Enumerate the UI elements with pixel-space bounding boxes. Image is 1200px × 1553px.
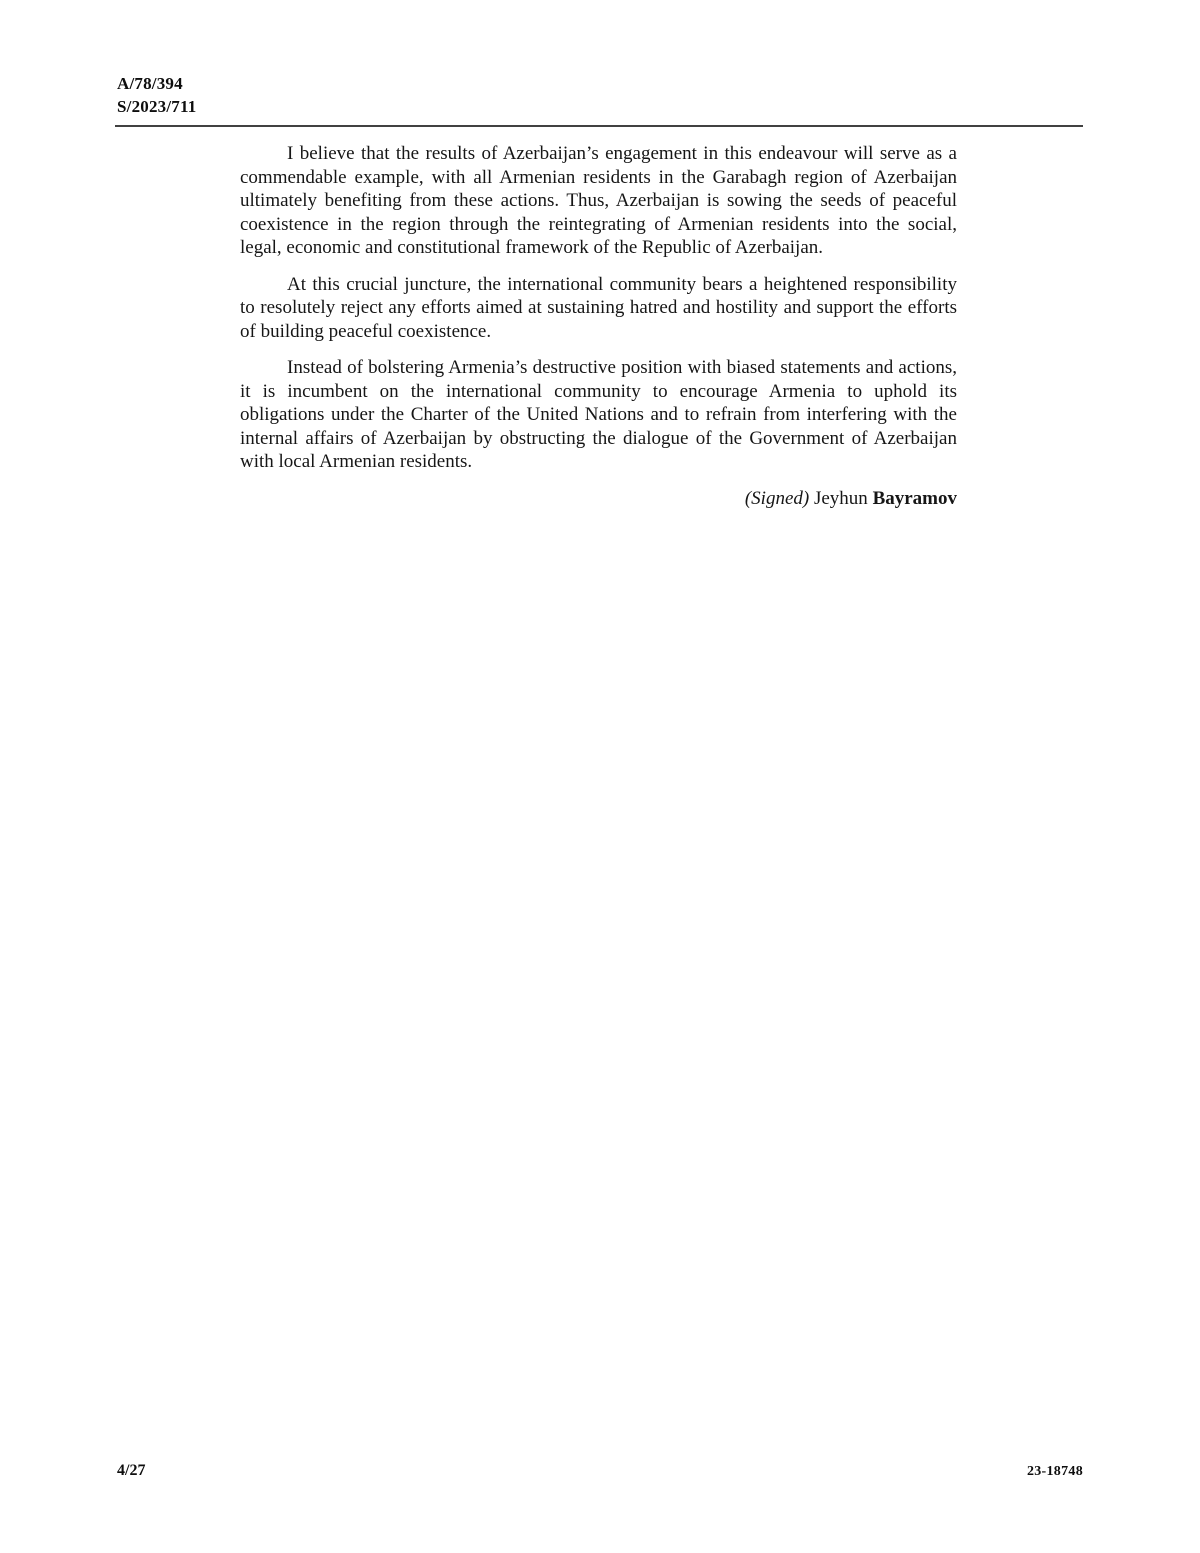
body-paragraph-2: At this crucial juncture, the international community bears a heightened responsibility to resolutely reject any efforts aimed at sustaining hatred and hostility and support the efforts of building peaceful coexistence. xyxy=(240,273,957,342)
signer-first-name: Jeyhun xyxy=(813,487,868,509)
document-code: 23-18748 xyxy=(1026,1464,1083,1479)
signed-label: (Signed) xyxy=(744,487,810,509)
body-paragraph-3: Instead of bolstering Armenia’s destructive position with biased statements and actions, it is incumbent on the international community to encourage Armenia to uphold its obligations under the Charter of the United Nations and to refrain from interfering with the internal affairs of Azerbaijan by obstructing the dialogue of the Government of Azerbaijan with local Armenian residents. xyxy=(240,357,957,472)
page-number: 4/27 xyxy=(117,1462,146,1479)
header-divider-rule xyxy=(115,125,1083,127)
body-paragraph-1: I believe that the results of Azerbaijan’s engagement in this endeavour will serve as a commendable example, with all Armenian residents in the Garabagh region of Azerbaijan ultimately benefiting from these actions. Thus, Azerbaijan is sowing the seeds of peaceful coexistence in the region through the reintegrating of Armenian residents into the social, legal, economic and constitutional framework of the Republic of Azerbaijan. xyxy=(240,143,957,258)
document-header xyxy=(117,72,196,118)
document-symbol-assembly: A/78/394 xyxy=(117,74,183,93)
signature-line xyxy=(240,487,957,511)
document-body xyxy=(240,142,957,523)
signer-last-name: Bayramov xyxy=(872,487,957,509)
document-symbol-security-council: S/2023/711 xyxy=(117,97,197,116)
